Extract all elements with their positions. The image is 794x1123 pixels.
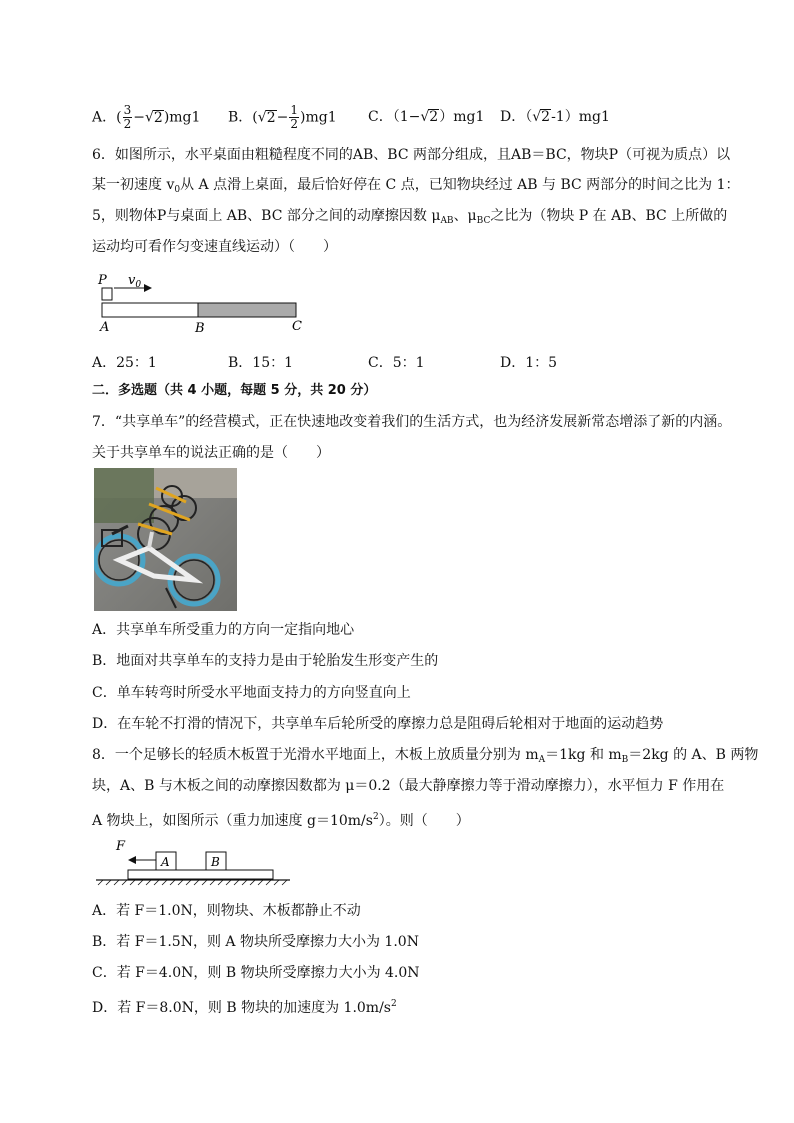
q6-line-3: 5，则物体P与桌面上 AB、BC 部分之间的动摩擦因数 $\mu_{AB}$、$\mu_{BC}$之比为（物块 P 在 AB、BC 上所做的 [92,208,728,226]
q6-line-1: 6．如图所示，水平桌面由粗糙程度不同的AB、BC 两部分组成，且AB＝BC，物块P（可视为质点）以 [92,147,731,163]
q7-option-a: A．共享单车所受重力的方向一定指向地心 [92,622,355,638]
q7-option-d: D．在车轮不打滑的情况下，共享单车后轮所受的摩擦力总是阻碍后轮相对于地面的运动趋势 [92,716,664,732]
q6-option-a: A．25：1 [92,355,157,371]
q7-line-2: 关于共享单车的说法正确的是（ ） [92,445,330,461]
q8-label-f: F [116,839,126,854]
q5-option-a: A．( $\frac{3}{2}$ −√2)mg1 [92,103,201,131]
q6-segment-bc [198,303,296,317]
q6-option-b: B．15：1 [228,355,294,371]
q8-option-d: D．若 F＝8.0N，则 B 物块的加速度为 $1.0m/s^2$ [92,999,397,1016]
q8-figure-board [94,836,294,886]
q6-label-c: C [292,319,302,334]
q8-option-b: B．若 F＝1.5N，则 A 物块所受摩擦力大小为 1.0N [92,934,419,950]
q7-option-b: B．地面对共享单车的支持力是由于轮胎发生形变产生的 [92,653,439,669]
q6-option-d: D．1：5 [500,355,558,371]
q7-option-c: C．单车转弯时所受水平地面支持力的方向竖直向上 [92,685,411,701]
q8-option-c: C．若 F＝4.0N，则 B 物块所受摩擦力大小为 4.0N [92,965,420,981]
q5-option-c: C．（1−√2）mg1 [368,109,485,125]
q8-force-arrowhead [128,856,136,864]
q8-board [128,870,273,879]
q8-option-a: A．若 F＝1.0N，则物块、木板都静止不动 [92,903,361,919]
q6-velocity-arrowhead [144,284,152,292]
q6-label-v: $v_0$ [128,273,142,290]
q6-segment-ab [102,303,198,317]
q8-line-1: 8．一个足够长的轻质木板置于光滑水平地面上，木板上放质量分别为 $m_A=1kg$ 和 $m_B=2kg$ 的 A、B 两物 [92,747,759,765]
q6-label-p: P [98,273,107,288]
q8-ground-hatch [98,880,287,885]
q8-label-a: A [161,855,170,869]
section-heading: 二．多选题（共 4 小题，每题 5 分，共 20 分） [92,383,377,398]
q6-line-2: 某一初速度 $v_0$从 A 点滑上桌面，最后恰好停在 C 点，已知物块经过 AB 与 BC 两部分的时间之比为 1： [92,177,740,195]
q8-line-2: 块，A、B 与木板之间的动摩擦因数都为 μ＝0.2（最大静摩擦力等于滑动摩擦力），水平恒力 F 作用在 [92,778,725,794]
q7-bike-photo [94,468,237,611]
q7-line-1: 7．“共享单车”的经营模式，正在快速地改变着我们的生活方式，也为经济发展新常态增添了新的内涵。 [92,414,732,430]
q6-label-b: B [195,321,205,336]
q6-option-c: C．5：1 [368,355,425,371]
q8-label-b: B [211,855,220,869]
q6-line-4: 运动均可看作匀变速直线运动）（ ） [92,239,337,255]
q8-line-3: A 物块上，如图所示（重力加速度 $g=10m/s^2$）。则（ ） [92,812,470,829]
q6-label-a: A [100,320,110,335]
q6-block-p [102,288,112,300]
q6-figure-track [90,268,320,338]
q5-option-b: B．(√2− $\frac{1}{2}$ )mg1 [228,103,337,131]
q5-option-d: D．（√2-1）mg1 [500,109,610,125]
